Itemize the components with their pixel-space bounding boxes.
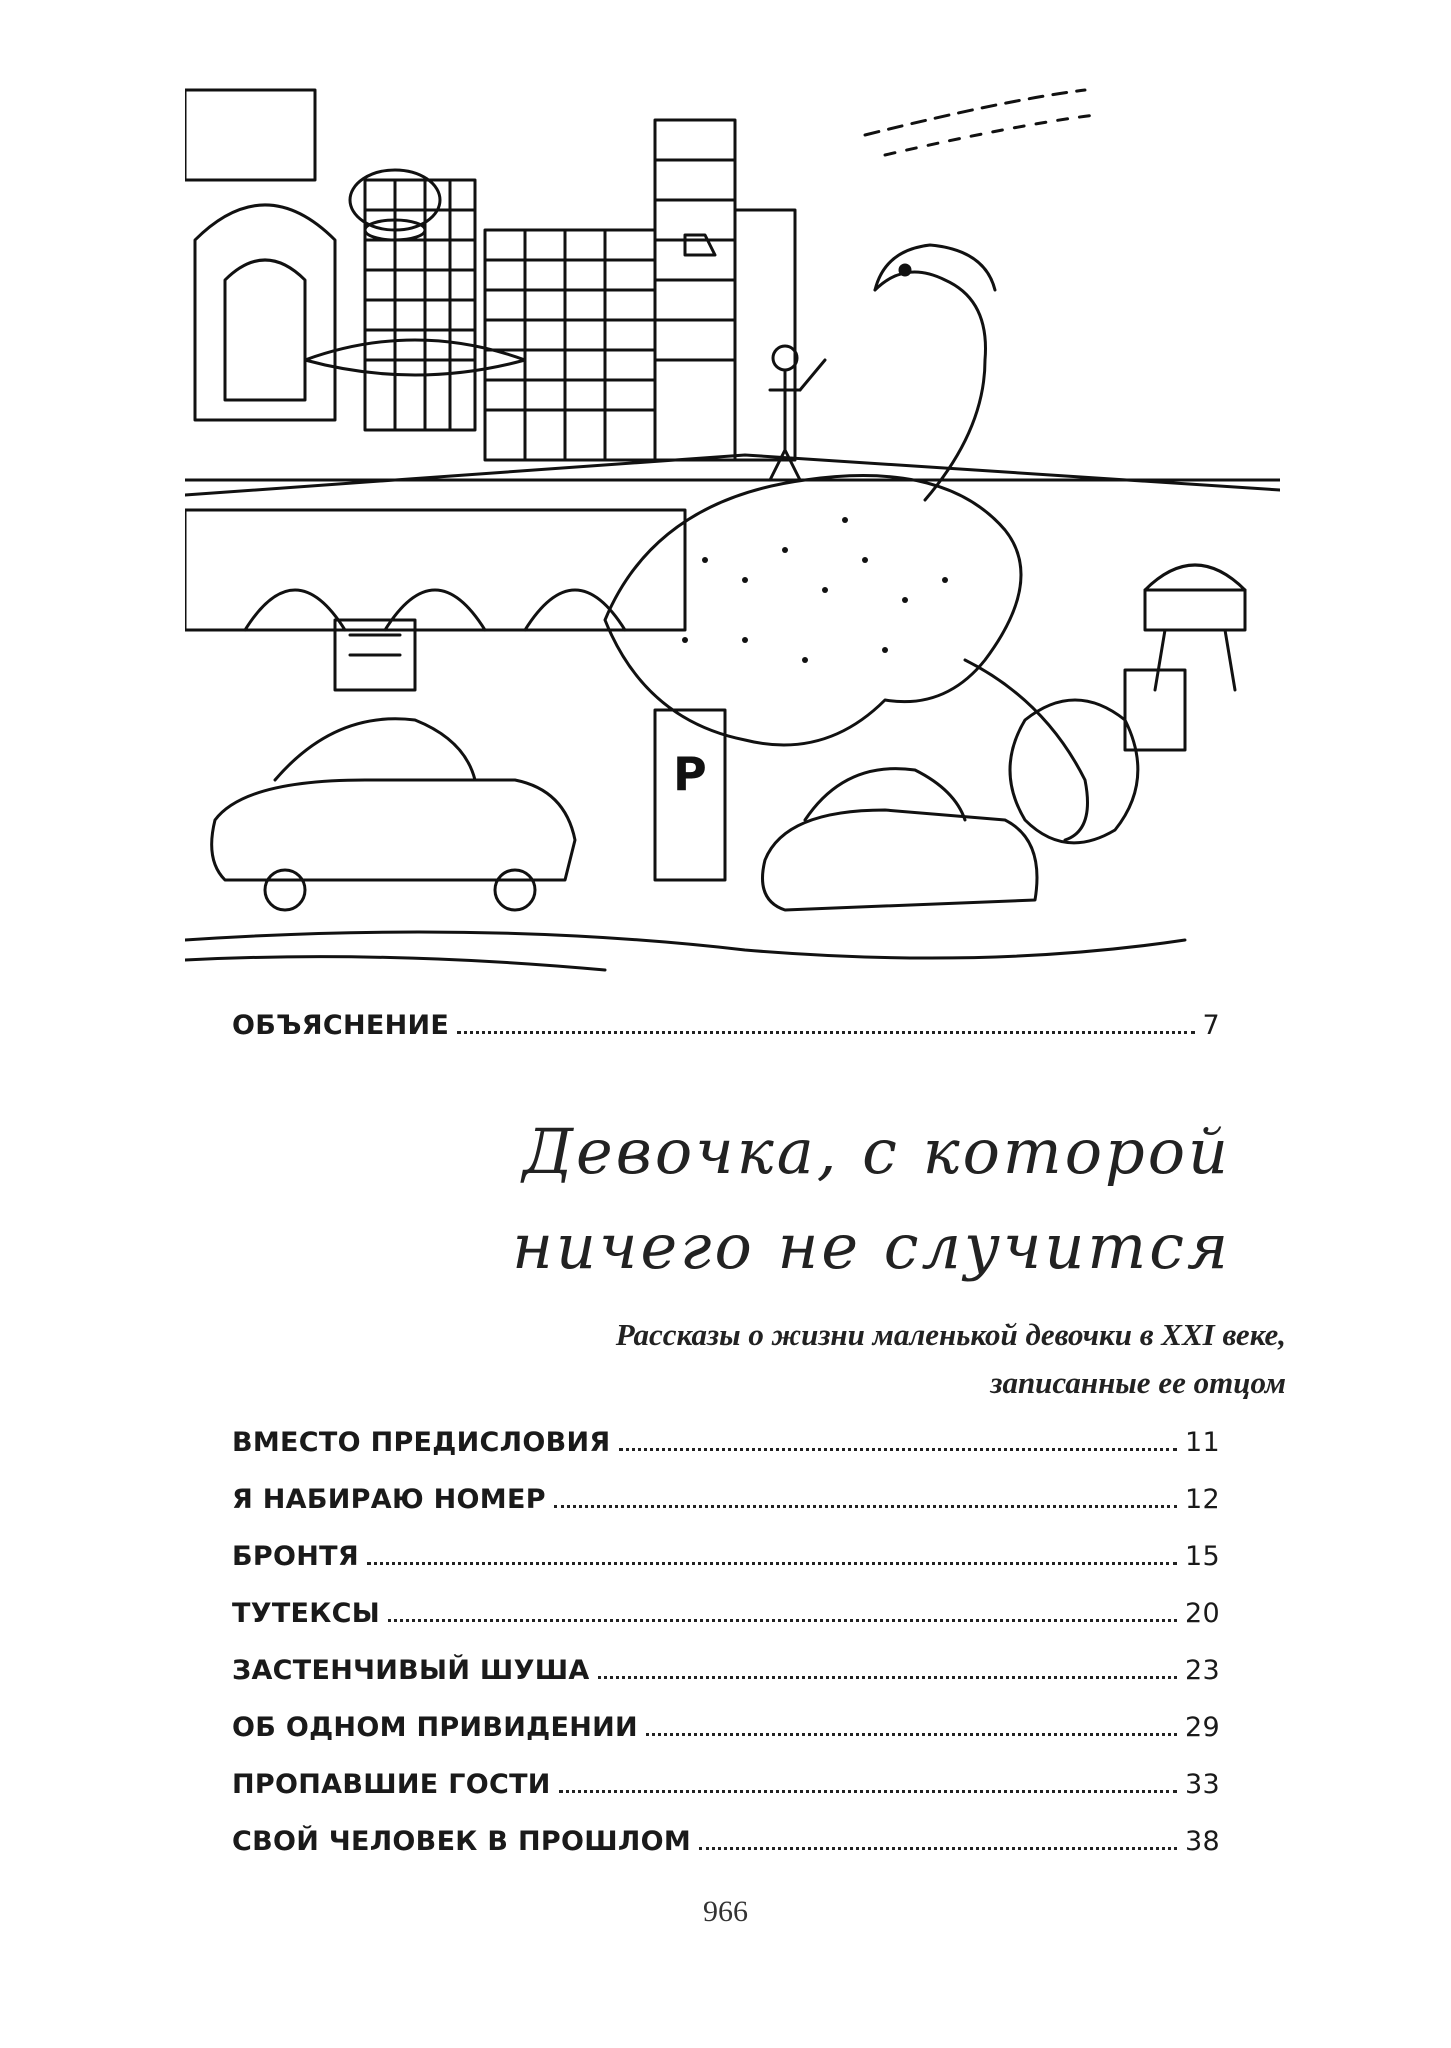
toc-row[interactable] [232, 1655, 1220, 1686]
toc-dot-leader [619, 1447, 1178, 1451]
toc-dot-leader [554, 1504, 1177, 1508]
toc-row[interactable] [232, 1598, 1220, 1629]
toc-row-title: ОБЪЯСНЕНИЕ [232, 1010, 450, 1041]
toc-dot-leader [457, 1030, 1194, 1034]
toc-row[interactable] [232, 1427, 1220, 1458]
page-number: 966 [703, 1895, 748, 1928]
toc-row-page: 20 [1185, 1598, 1220, 1629]
toc-row-title: ТУТЕКСЫ [232, 1598, 381, 1629]
section-subtitle-line1: Рассказы о жизни маленькой девочки в XXI веке, [615, 1317, 1286, 1352]
toc-row-page: 23 [1185, 1655, 1220, 1686]
toc-row[interactable] [232, 1712, 1220, 1743]
toc-row-page: 7 [1202, 1010, 1220, 1041]
toc-dot-leader [367, 1561, 1177, 1565]
city-dinosaur-illustration [185, 60, 1280, 990]
toc-row-title: БРОНТЯ [232, 1541, 359, 1572]
svg-text:P: P [673, 747, 707, 801]
toc-row-title: ЗАСТЕНЧИВЫЙ ШУША [232, 1655, 590, 1686]
section-subtitle-line2: записанные ее отцом [990, 1365, 1286, 1400]
toc-dot-leader [559, 1789, 1177, 1793]
toc-row[interactable] [232, 1541, 1220, 1572]
toc-row-title: ПРОПАВШИЕ ГОСТИ [232, 1769, 551, 1800]
section-title-line1: Девочка, с которой [522, 1115, 1231, 1188]
toc-row-intro[interactable] [232, 1010, 1220, 1041]
toc-row-title: ОБ ОДНОМ ПРИВИДЕНИИ [232, 1712, 638, 1743]
toc-dot-leader [598, 1675, 1177, 1679]
toc-dot-leader [699, 1846, 1177, 1850]
toc-row-page: 11 [1185, 1427, 1220, 1458]
toc-row-page: 15 [1185, 1541, 1220, 1572]
toc-row-title: СВОЙ ЧЕЛОВЕК В ПРОШЛОМ [232, 1826, 691, 1857]
toc-row-title: Я НАБИРАЮ НОМЕР [232, 1484, 546, 1515]
toc-row-page: 29 [1185, 1712, 1220, 1743]
toc-row-title: ВМЕСТО ПРЕДИСЛОВИЯ [232, 1427, 611, 1458]
toc-row[interactable] [232, 1769, 1220, 1800]
section-title-line2: ничего не случится [512, 1210, 1231, 1283]
toc-row-page: 33 [1185, 1769, 1220, 1800]
toc-row[interactable] [232, 1484, 1220, 1515]
toc-row-page: 12 [1185, 1484, 1220, 1515]
toc-dot-leader [646, 1732, 1177, 1736]
toc-row-page: 38 [1185, 1826, 1220, 1857]
toc-dot-leader [388, 1618, 1177, 1622]
toc-row[interactable] [232, 1826, 1220, 1857]
